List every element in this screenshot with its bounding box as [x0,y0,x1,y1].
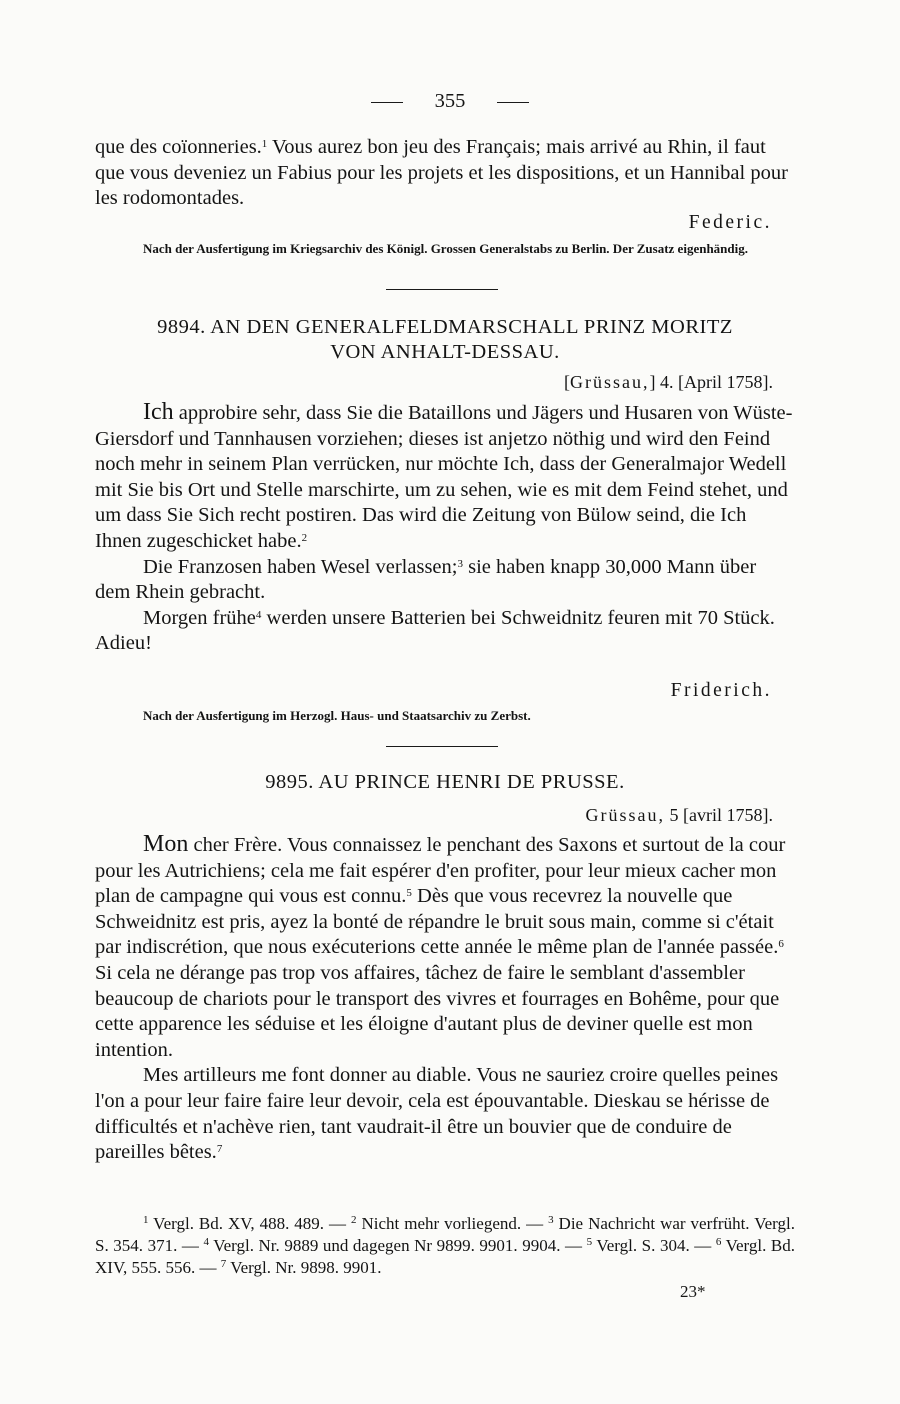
footnote-text: Vergl. Bd. XIV, 555. 556. — [95,1236,795,1277]
letter-heading: 9895. AU PRINCE HENRI DE PRUSSE. [265,771,625,793]
footnote-text: Vergl. Nr. 9889 und dagegen Nr 9899. 9901. 9904. — [208,1236,587,1255]
footnote-text: Vergl. S. 304. — [592,1236,716,1255]
signature-federic: Federic. [688,212,772,233]
footnote-number: 2 [351,1214,357,1226]
footnote-text: Nicht mehr vorliegend. — [356,1214,549,1233]
paragraph-text: Die Franzosen haben Wesel verlassen; [143,555,458,578]
letter-body [95,832,795,1166]
archive-source-note: Nach der Ausfertigung im Kriegsarchiv des Königl. Grossen Generalstabs zu Berlin. Der Zusatz eigenhändig. [143,241,748,256]
paragraph-text: Morgen frühe [143,606,256,629]
letter-date [460,805,773,826]
section-divider [386,746,498,747]
footnote-ref: 7 [216,1143,223,1156]
letter-heading [95,315,795,365]
paragraph-text: sie haben knapp 30,000 Mann über dem Rhein gebracht. [95,555,757,604]
archive-source-note: Nach der Ausfertigung im Herzogl. Haus- und Staatsarchiv zu Zerbst. [143,708,531,723]
footnote-number: 3 [548,1214,554,1226]
footnote-number: 6 [715,1236,722,1248]
footnote-ref: 5 [406,887,412,900]
footnote-text: Vergl. Nr. 9898. 9901. [226,1258,382,1277]
paragraph-text: cher Frère. Vous connaissez le penchant des Saxons et surtout de la cour pour les Autrichiens; cela me fait espérer d'en profiter, pour leur mieux cacher mon plan de campagne qui vous est connu. [95,834,786,908]
footnote-ref: 1 [261,138,268,150]
footnote-number: 7 [220,1258,227,1270]
initial-word: Ich [143,399,174,425]
section-divider [386,289,498,290]
paragraph-text: Mes artilleurs me font donner au diable. Vous ne sauriez croire quelles peines l'on a pour leur faire faire leur devoir, cela est épouvantable. Dieskau se hérisse de difficultés et n'achève rien, tant vaudrait-il être un bouvier que de conduire de pareilles bêtes. [95,1064,779,1164]
date-place: Grüssau, [585,805,666,825]
footnote-number: 1 [143,1214,149,1226]
continuation-text-a: que des coïonneries. [95,136,262,158]
footnote-text: Vergl. Bd. XV, 488. 489. — [148,1214,352,1233]
letter-heading-line1: 9894. AN DEN GENERALFELDMARSCHALL PRINZ MORITZ [157,316,733,338]
footnote-number: 4 [203,1236,209,1248]
letter-date [460,372,773,393]
date-rest: 5 [avril 1758]. [665,805,773,825]
footnote-ref: 4 [255,608,262,621]
paragraph-text: Dès que vous recevrez la nouvelle que Schweidnitz est pris, ayez la bonté de répandre le bruit sous main, comme si c'était par indiscrétion, que nous exécuterions cette année le même plan de l'année passée. [95,885,779,959]
paragraph-text: Si cela ne dérange pas trop vos affaires, tâchez de faire le semblant d'assembler beaucoup de chariots pour le transport des vivres et fourrages en Bohême, pour que cette apparence les séduise et les éloigne d'autant plus de deviner quelle est mon intention. [95,961,780,1061]
page-number: 355 [434,90,466,112]
page-header [0,90,900,120]
letter-heading-line2: VON ANHALT-DESSAU. [330,341,560,363]
letter-body [95,400,795,657]
footnote-number: 5 [586,1236,593,1248]
initial-word: Mon [143,831,189,857]
header-dash-right [497,102,529,103]
footnote-ref: 3 [457,557,463,570]
footnote-ref: 2 [301,531,308,544]
signature-mark: 23* [680,1282,706,1301]
date-open-bracket: [ [564,372,571,392]
continuation-paragraph [95,135,795,212]
signature-friderich: Friderich. [670,680,772,701]
date-rest: ] 4. [April 1758]. [649,372,773,392]
paragraph-text: werden unsere Batterien bei Schweidnitz feuren mit 70 Stück. Adieu! [95,606,775,655]
header-dash-left [371,102,403,103]
date-place: Grüssau, [570,372,650,392]
footnote-text: Die Nachricht war verfrüht. Vergl. S. 354. 371. — [95,1214,795,1255]
continuation-text-b: Vous aurez bon jeu des Français; mais arrivé au Rhin, il faut que vous deveniez un Fabius pour les projets et les dispositions, et un Hannibal pour les rodomontades. [95,136,788,210]
footnotes [95,1213,795,1279]
paragraph-text: approbire sehr, dass Sie die Bataillons und Jägers und Husaren von Wüste-Giersdorf und Tannhausen vorziehen; dieses ist anjetzo nöthig und wird den Feind noch mehr in seinem Plan verrücken, nur möchte Ich, dass der Generalmajor Wedell mit Sie bis Ort und Stelle marschirte, um zu sehen, wie es mit dem Feind stehet, und um dass Sie Sich recht postiren. Das wird die Zeitung von Bülow seind, die Ich Ihnen zugeschicket habe. [95,402,793,552]
footnote-ref: 6 [778,938,784,951]
